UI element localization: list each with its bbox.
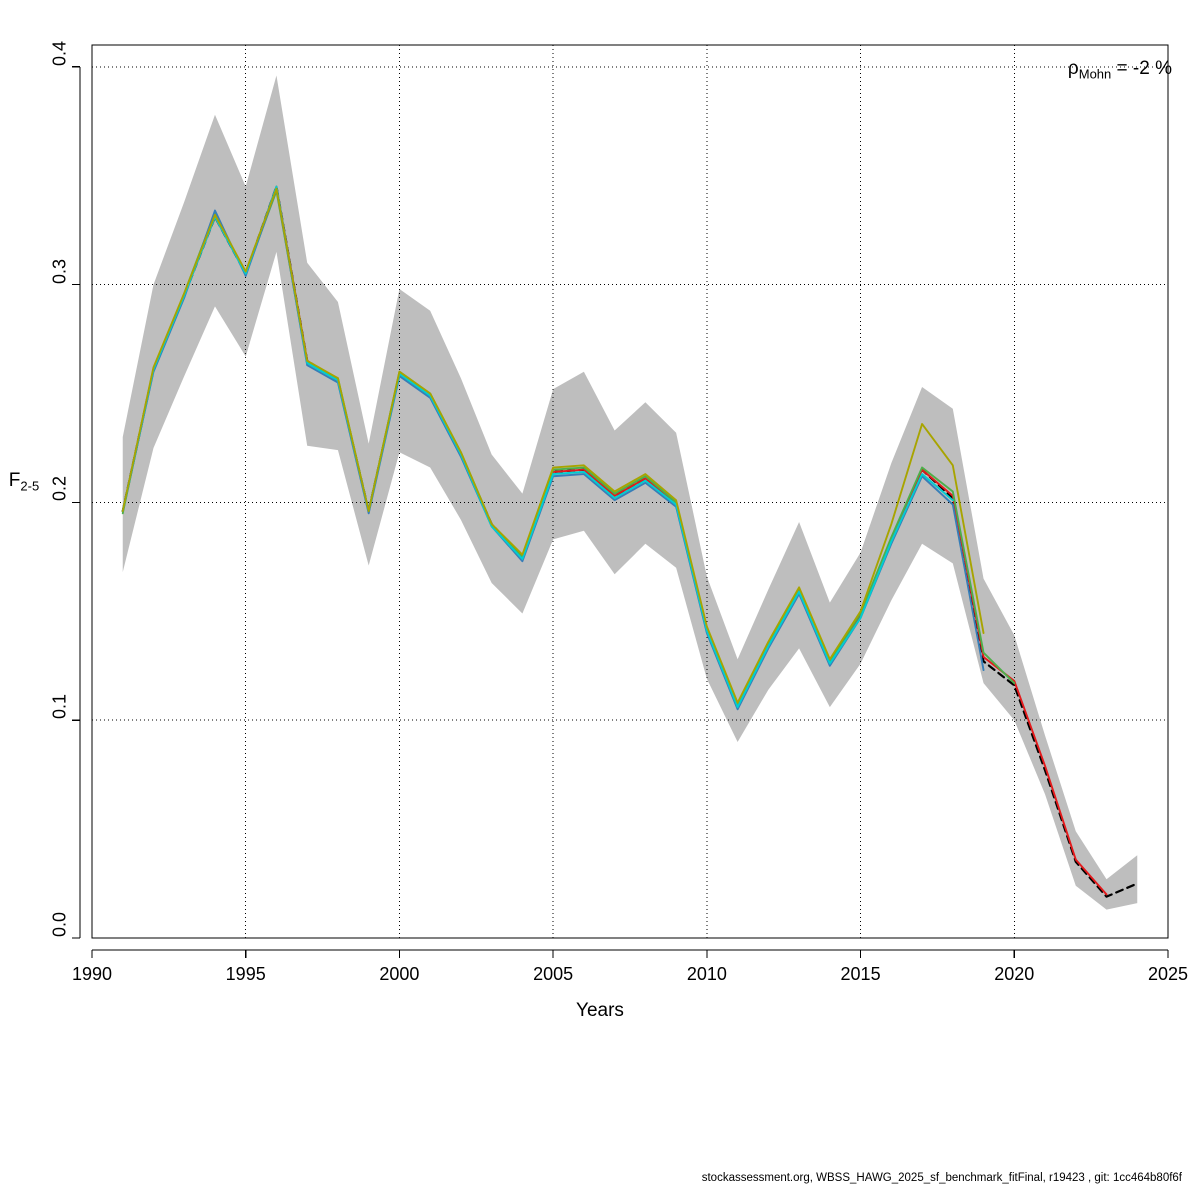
y-axis-title-main: F [8, 470, 21, 491]
x-tick-label: 2025 [1147, 964, 1189, 984]
x-tick-label: 1995 [225, 964, 266, 984]
x-tick-label: 2005 [533, 964, 574, 984]
mohn-rho-symbol: ρ [1067, 58, 1079, 79]
x-tick-label: 2020 [994, 964, 1035, 984]
y-tick-label: 0.2 [49, 476, 70, 502]
y-tick-label: 0.3 [49, 258, 70, 284]
mohn-rho-annotation [1068, 58, 1172, 82]
x-axis-title: Years [576, 1000, 624, 1021]
y-tick-label: 0.4 [49, 40, 70, 66]
y-axis-title [4, 470, 44, 494]
y-tick-label: 0.1 [49, 694, 70, 720]
mohn-rho-value: = -2 % [1111, 58, 1172, 79]
y-tick-label: 0.0 [49, 911, 70, 938]
x-tick-label: 2010 [686, 964, 727, 984]
mohn-rho-subscript: Mohn [1078, 66, 1112, 82]
x-tick-label: 2015 [840, 964, 881, 984]
y-axis-title-sub: 2-5 [20, 478, 40, 494]
x-tick-label: 2000 [379, 964, 420, 984]
x-tick-label: 1990 [71, 964, 113, 984]
source-caption: stockassessment.org, WBSS_HAWG_2025_sf_benchmark_fitFinal, r19423 , git: 1cc464b80f6f [701, 1172, 1182, 1184]
